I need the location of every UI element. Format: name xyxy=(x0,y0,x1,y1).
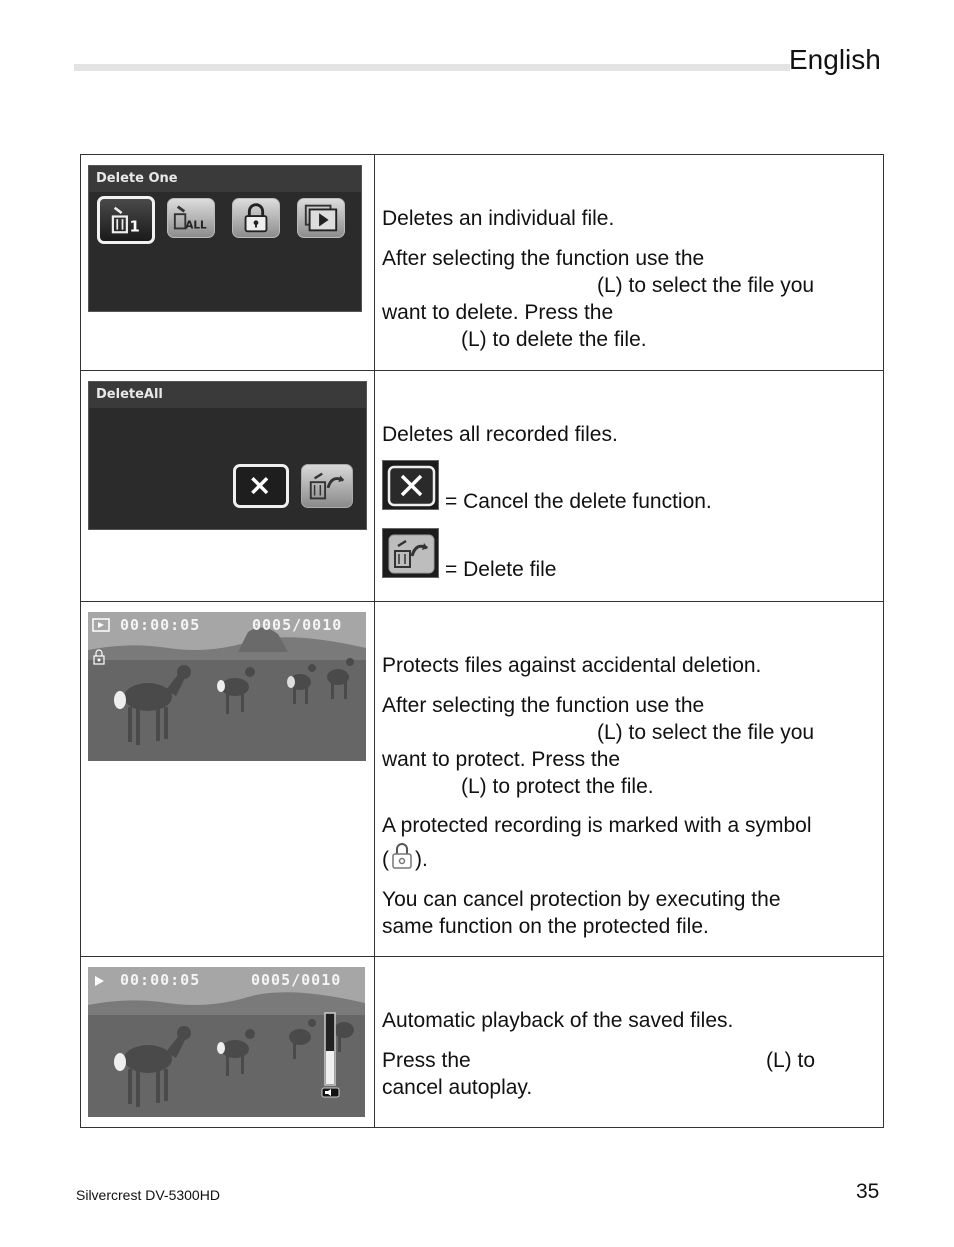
table-row-autoplay xyxy=(81,957,883,1128)
table-row-delete-all xyxy=(81,371,883,602)
function-table xyxy=(80,154,884,1128)
cancel-legend xyxy=(382,460,712,513)
delete-one-screen xyxy=(88,165,362,312)
protect-symbol-icon xyxy=(389,842,415,870)
instruction-line: After selecting the function use the xyxy=(382,247,705,270)
instruction-line: want to protect. Press the xyxy=(382,748,621,771)
instruction-end: (L) to xyxy=(766,1049,816,1072)
screen-title: DeleteAll xyxy=(89,382,366,408)
page-number: 35 xyxy=(856,1180,880,1203)
note-open-paren: ( xyxy=(382,848,389,871)
deer-playback-image xyxy=(88,612,366,761)
header-language: English xyxy=(789,44,881,75)
protect-note xyxy=(382,812,812,873)
svg-text:1: 1 xyxy=(129,217,140,236)
description-text: Automatic playback of the saved files. xyxy=(382,1009,734,1032)
osd-time: 00:00:05 xyxy=(120,616,201,634)
instruction-line: cancel autoplay. xyxy=(382,1076,533,1099)
screenshot-cell xyxy=(81,957,375,1127)
screenshot-cell xyxy=(81,371,375,601)
header-rule xyxy=(74,64,790,71)
cancel-protection-note xyxy=(382,886,781,940)
description-text: Protects files against accidental deletion. xyxy=(382,654,762,677)
instruction-line: (L) to protect the file. xyxy=(461,775,654,798)
table-row-delete-one xyxy=(81,155,883,371)
description-cell xyxy=(375,371,883,601)
delete-legend xyxy=(382,528,557,581)
description-cell xyxy=(375,957,883,1127)
description-text: Deletes all recorded files. xyxy=(382,423,618,446)
delete-one-icon xyxy=(97,196,155,244)
trash-return-icon xyxy=(301,464,353,508)
instruction-line: want to delete. Press the xyxy=(382,301,614,324)
svg-text:ALL: ALL xyxy=(185,219,207,232)
deer-autoplay-image xyxy=(88,967,365,1117)
lock-icon xyxy=(232,198,280,238)
instructions xyxy=(382,245,814,353)
note-line: You can cancel protection by executing the xyxy=(382,888,781,911)
instruction-line: (L) to delete the file. xyxy=(461,328,647,351)
description-cell xyxy=(375,155,883,370)
note-line xyxy=(382,842,812,873)
description-cell xyxy=(375,602,883,956)
instruction-line: (L) to select the file you xyxy=(597,721,815,744)
slideshow-icon xyxy=(297,198,345,238)
instruction-line: (L) to select the file you xyxy=(597,274,815,297)
note-line: A protected recording is marked with a symbol xyxy=(382,814,812,837)
cancel-legend-text: = Cancel the delete function. xyxy=(445,490,712,513)
screen-title: Delete One xyxy=(89,166,361,192)
instructions xyxy=(382,692,814,800)
osd-time: 00:00:05 xyxy=(120,971,201,989)
footer-model: Silvercrest DV-5300HD xyxy=(76,1187,220,1203)
osd-file-count: 0005/0010 xyxy=(252,616,343,634)
delete-legend-text: = Delete file xyxy=(445,558,557,581)
trash-return-icon xyxy=(382,528,439,578)
cancel-x-icon xyxy=(382,460,439,510)
instructions xyxy=(382,1047,852,1101)
osd-file-count: 0005/0010 xyxy=(251,971,342,989)
description-text: Deletes an individual file. xyxy=(382,207,615,230)
instruction-line: After selecting the function use the xyxy=(382,694,705,717)
note-line: same function on the protected file. xyxy=(382,915,709,938)
note-close-paren: ). xyxy=(415,848,428,871)
cancel-x-icon xyxy=(233,464,289,508)
instruction-start: Press the xyxy=(382,1049,471,1072)
instruction-line xyxy=(382,1047,852,1074)
screenshot-cell xyxy=(81,155,375,370)
table-row-protect xyxy=(81,602,883,957)
screenshot-cell xyxy=(81,602,375,956)
delete-all-screen xyxy=(88,381,367,530)
delete-all-icon xyxy=(167,198,215,238)
